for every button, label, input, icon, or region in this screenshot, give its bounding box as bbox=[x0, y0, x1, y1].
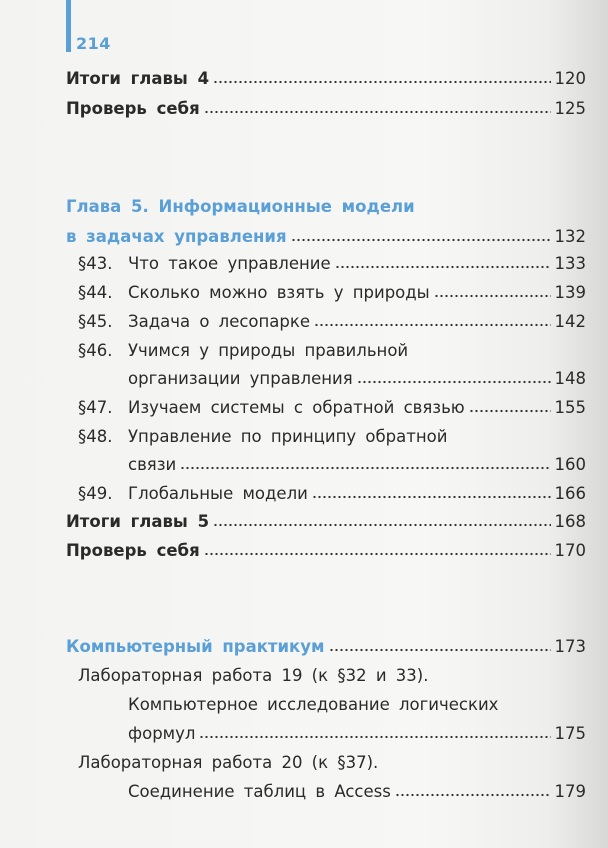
toc-entry-chapter4-check[interactable] bbox=[66, 96, 586, 122]
toc-entry-section-46[interactable] bbox=[128, 366, 586, 392]
toc-entry-chapter4-summary[interactable] bbox=[66, 66, 586, 92]
dot-leader bbox=[204, 110, 551, 114]
toc-entry-lab-20[interactable] bbox=[128, 779, 586, 805]
section-number: §48. bbox=[78, 427, 113, 446]
toc-entry-lab-19[interactable] bbox=[128, 721, 586, 747]
toc-entry-page: 160 bbox=[554, 455, 586, 474]
section-title: Глобальные модели bbox=[128, 484, 308, 503]
dot-leader bbox=[204, 552, 551, 556]
dot-leader bbox=[291, 238, 551, 242]
dot-leader bbox=[395, 793, 551, 797]
section-title: Задача о лесопарке bbox=[128, 312, 311, 331]
dot-leader bbox=[357, 380, 551, 384]
section-title-line2: связи bbox=[128, 455, 177, 474]
section-number: §44. bbox=[78, 283, 113, 302]
toc-entry-page: 155 bbox=[554, 398, 586, 417]
chapter-title-line1: Глава 5. Информационные модели bbox=[66, 197, 415, 216]
section-number: §45. bbox=[78, 312, 113, 331]
toc-entry-title: Проверь себя bbox=[66, 99, 200, 118]
toc-entry-page: 125 bbox=[554, 99, 586, 118]
dot-leader bbox=[314, 323, 550, 327]
dot-leader bbox=[469, 409, 551, 413]
toc-entry-section-48[interactable] bbox=[128, 452, 586, 478]
chapter-title-line2: в задачах управления bbox=[66, 227, 287, 246]
lab-19-heading[interactable]: Лабораторная работа 19 (к §32 и 33). bbox=[78, 666, 429, 685]
section-number: §43. bbox=[78, 254, 113, 273]
toc-entry-chapter5-check[interactable] bbox=[66, 538, 586, 564]
toc-entry-title: Проверь себя bbox=[66, 541, 200, 560]
toc-entry-title: Итоги главы 5 bbox=[66, 512, 210, 531]
toc-entry-page: 142 bbox=[554, 312, 586, 331]
lab-20-heading[interactable]: Лабораторная работа 20 (к §37). bbox=[78, 753, 379, 772]
dot-leader bbox=[312, 495, 551, 499]
lab-19-title-line1: Компьютерное исследование логических bbox=[128, 695, 499, 714]
section-title-line1: Управление по принципу обратной bbox=[128, 427, 448, 446]
dot-leader bbox=[335, 265, 551, 269]
dot-leader bbox=[434, 294, 551, 298]
section-title: Что такое управление bbox=[128, 254, 331, 273]
lab-title: Соединение таблиц в Access bbox=[128, 782, 391, 801]
toc-entry-section-49[interactable] bbox=[78, 481, 586, 507]
toc-entry-section-48-line1[interactable] bbox=[78, 424, 447, 450]
dot-leader bbox=[213, 80, 550, 84]
practicum-title: Компьютерный практикум bbox=[66, 637, 325, 656]
toc-entry-section-45[interactable] bbox=[78, 309, 586, 335]
dot-leader bbox=[213, 523, 550, 527]
toc-entry-chapter5-summary[interactable] bbox=[66, 509, 586, 535]
toc-entry-page: 120 bbox=[554, 69, 586, 88]
toc-entry-page: 173 bbox=[554, 637, 586, 656]
toc-entry-page: 139 bbox=[554, 283, 586, 302]
section-title-line1: Учимся у природы правильной bbox=[128, 341, 409, 360]
section-number: §49. bbox=[78, 484, 113, 503]
toc-entry-page: 179 bbox=[554, 782, 586, 801]
dot-leader bbox=[180, 466, 550, 470]
toc-entry-page: 166 bbox=[554, 484, 586, 503]
section-number: §47. bbox=[78, 398, 113, 417]
toc-entry-page: 148 bbox=[554, 369, 586, 388]
toc-entry-page: 133 bbox=[554, 254, 586, 273]
section-title: Изучаем системы с обратной связью bbox=[128, 398, 465, 417]
toc-entry-page: 175 bbox=[554, 724, 586, 743]
toc-entry-page: 170 bbox=[554, 541, 586, 560]
page-number: 214 bbox=[76, 34, 111, 53]
toc-entry-page: 168 bbox=[554, 512, 586, 531]
page-marker-bar bbox=[66, 0, 71, 52]
lab-title-line2: формул bbox=[128, 724, 196, 743]
toc-entry-section-43[interactable] bbox=[78, 251, 586, 277]
section-number: §46. bbox=[78, 341, 113, 360]
dot-leader bbox=[199, 735, 550, 739]
toc-entry-section-46-line1[interactable] bbox=[78, 338, 408, 364]
section-title-line2: организации управления bbox=[128, 369, 353, 388]
toc-entry-page: 132 bbox=[554, 227, 586, 246]
dot-leader bbox=[329, 648, 551, 652]
section-title: Сколько можно взять у природы bbox=[128, 283, 430, 302]
toc-entry-title: Итоги главы 4 bbox=[66, 69, 210, 88]
toc-entry-chapter5[interactable] bbox=[66, 224, 586, 250]
toc-entry-section-44[interactable] bbox=[78, 280, 586, 306]
toc-entry-practicum[interactable] bbox=[66, 634, 586, 660]
toc-entry-section-47[interactable] bbox=[78, 395, 586, 421]
